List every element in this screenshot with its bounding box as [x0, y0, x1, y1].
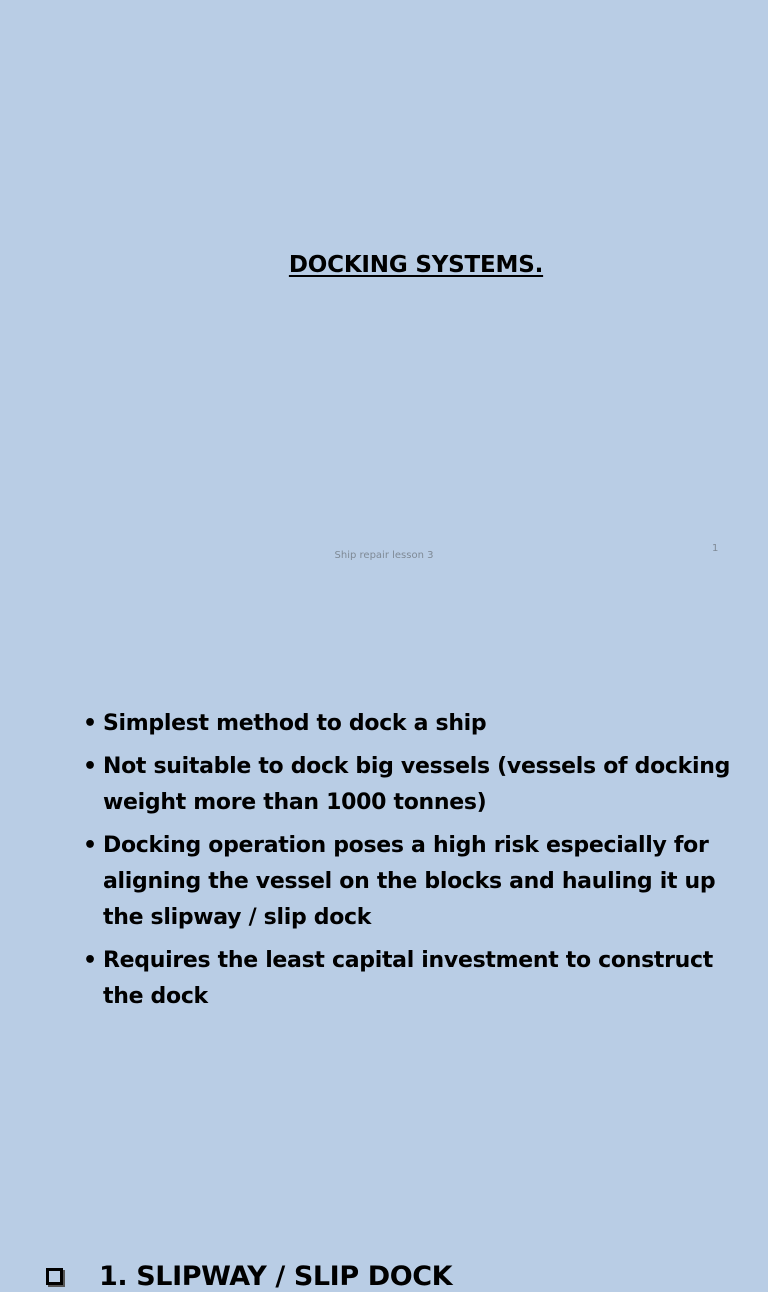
bullet-item: [83, 943, 753, 1015]
bullet-dot-icon: •: [83, 948, 97, 973]
checkbox-bullet-icon: [46, 1268, 63, 1285]
bullet-dot-icon: •: [83, 754, 97, 779]
bullet-dot-icon: •: [83, 711, 97, 736]
slide-footer: Ship repair lesson 3: [334, 550, 434, 561]
bullet-list: [83, 706, 753, 1022]
section-heading: [46, 1261, 452, 1292]
slide-title: DOCKING SYSTEMS.: [288, 252, 544, 278]
bullet-text: Not suitable to dock big vessels (vessels of docking weight more than 1000 tonnes): [103, 754, 731, 815]
bullet-dot-icon: •: [83, 833, 97, 858]
slide-1: [0, 0, 768, 600]
page-number: 1: [712, 543, 719, 554]
bullet-text: Simplest method to dock a ship: [103, 711, 487, 736]
bullet-text: Requires the least capital investment to construct the dock: [103, 948, 713, 1009]
bullet-item: [83, 828, 753, 936]
bullet-item: [83, 749, 753, 821]
bullet-item: [83, 706, 753, 742]
bullet-text: Docking operation poses a high risk especially for aligning the vessel on the blocks and hauling it up the slipway / slip dock: [103, 833, 716, 930]
section-heading-text: 1. SLIPWAY / SLIP DOCK: [99, 1261, 453, 1292]
